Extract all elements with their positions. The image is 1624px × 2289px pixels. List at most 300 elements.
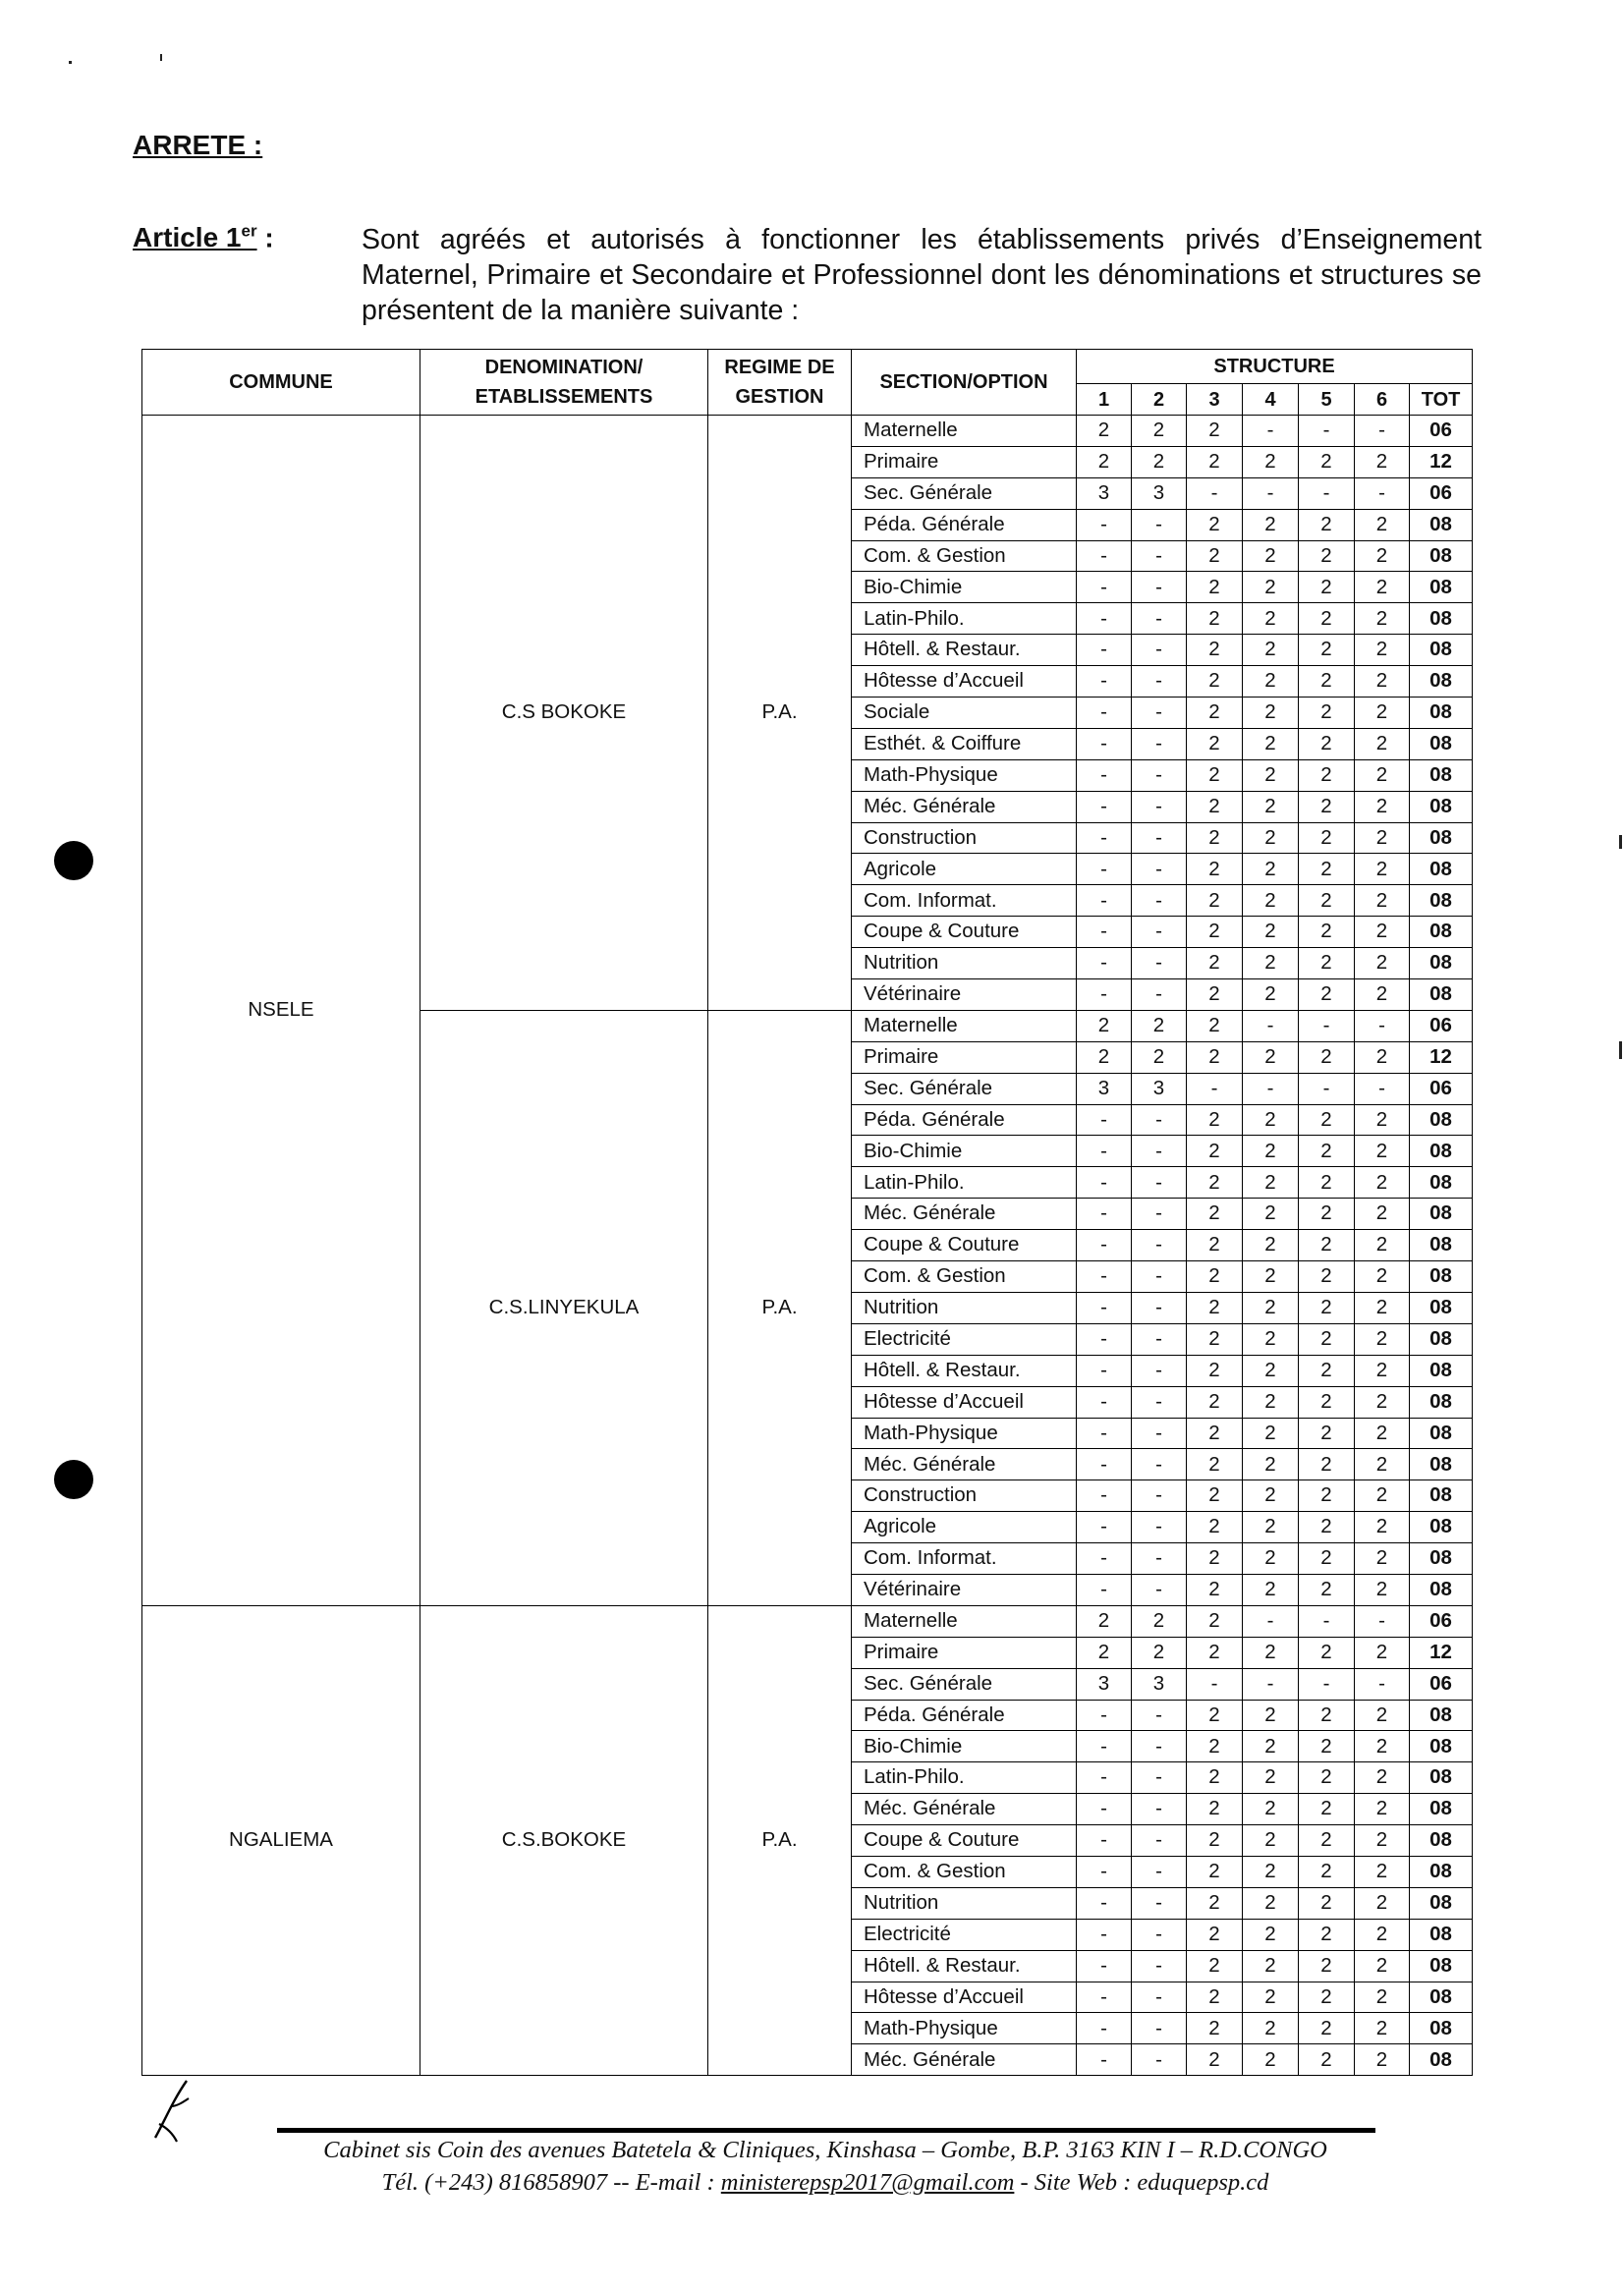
section-cell: Sec. Générale	[852, 1668, 1077, 1700]
col-4-cell: 2	[1243, 948, 1299, 979]
section-cell: Primaire	[852, 446, 1077, 477]
header-col-5: 5	[1299, 384, 1355, 416]
col-4-cell: 2	[1243, 1041, 1299, 1073]
article-number: Article 1er	[133, 222, 257, 253]
col-4-cell: 2	[1243, 1574, 1299, 1605]
col-5-cell: 2	[1299, 1386, 1355, 1418]
col-2-cell: -	[1132, 1512, 1187, 1543]
col-2-cell: -	[1132, 1261, 1187, 1293]
punch-hole	[54, 841, 93, 880]
col-6-cell: 2	[1355, 603, 1410, 635]
section-cell: Péda. Générale	[852, 509, 1077, 540]
col-4-cell: 2	[1243, 1386, 1299, 1418]
col-6-cell: 2	[1355, 666, 1410, 698]
col-3-cell: 2	[1187, 509, 1243, 540]
tot-cell: 06	[1410, 1010, 1473, 1041]
col-4-cell: 2	[1243, 1480, 1299, 1512]
col-2-cell: -	[1132, 509, 1187, 540]
section-cell: Coupe & Couture	[852, 917, 1077, 948]
col-6-cell: 2	[1355, 2044, 1410, 2076]
col-4-cell: 2	[1243, 540, 1299, 572]
col-5-cell: 2	[1299, 1418, 1355, 1449]
col-6-cell: -	[1355, 1668, 1410, 1700]
col-2-cell: -	[1132, 635, 1187, 666]
tot-cell: 08	[1410, 1261, 1473, 1293]
col-6-cell: 2	[1355, 1887, 1410, 1919]
tot-cell: 08	[1410, 822, 1473, 854]
table-row	[142, 416, 1473, 447]
col-5-cell: 2	[1299, 791, 1355, 822]
col-6-cell: 2	[1355, 979, 1410, 1011]
tot-cell: 08	[1410, 1167, 1473, 1199]
col-6-cell: 2	[1355, 1041, 1410, 1073]
col-1-cell: 3	[1077, 1668, 1132, 1700]
col-6-cell: 2	[1355, 1292, 1410, 1323]
section-cell: Math-Physique	[852, 1418, 1077, 1449]
col-6-cell: 2	[1355, 1856, 1410, 1887]
tot-cell: 08	[1410, 885, 1473, 917]
col-3-cell: 2	[1187, 1887, 1243, 1919]
section-cell: Hôtesse d’Accueil	[852, 1982, 1077, 2013]
section-cell: Nutrition	[852, 1887, 1077, 1919]
col-2-cell: -	[1132, 1731, 1187, 1762]
col-5-cell: 2	[1299, 2013, 1355, 2044]
section-cell: Electricité	[852, 1323, 1077, 1355]
col-1-cell: -	[1077, 1543, 1132, 1575]
col-4-cell: 2	[1243, 1136, 1299, 1167]
col-1-cell: 2	[1077, 1010, 1132, 1041]
col-6-cell: 2	[1355, 917, 1410, 948]
tot-cell: 08	[1410, 1825, 1473, 1857]
tot-cell: 08	[1410, 2013, 1473, 2044]
col-2-cell: -	[1132, 1292, 1187, 1323]
col-1-cell: -	[1077, 979, 1132, 1011]
col-5-cell: -	[1299, 1605, 1355, 1637]
header-denomination: DENOMINATION/ ETABLISSEMENTS	[420, 350, 708, 416]
section-cell: Com. & Gestion	[852, 540, 1077, 572]
section-cell: Com. Informat.	[852, 1543, 1077, 1575]
header-col-3: 3	[1187, 384, 1243, 416]
col-3-cell: 2	[1187, 1355, 1243, 1386]
section-cell: Vétérinaire	[852, 979, 1077, 1011]
col-5-cell: 2	[1299, 1199, 1355, 1230]
col-3-cell: 2	[1187, 1136, 1243, 1167]
col-6-cell: 2	[1355, 509, 1410, 540]
col-1-cell: -	[1077, 1950, 1132, 1982]
establishments-table	[141, 349, 1473, 2076]
col-6-cell: -	[1355, 1605, 1410, 1637]
tot-cell: 08	[1410, 1731, 1473, 1762]
header-col-2: 2	[1132, 384, 1187, 416]
col-1-cell: -	[1077, 1449, 1132, 1480]
section-cell: Latin-Philo.	[852, 1167, 1077, 1199]
section-cell: Méc. Générale	[852, 1449, 1077, 1480]
col-1-cell: -	[1077, 759, 1132, 791]
col-3-cell: 2	[1187, 1856, 1243, 1887]
col-4-cell: 2	[1243, 1700, 1299, 1731]
col-2-cell: -	[1132, 1982, 1187, 2013]
col-6-cell: 2	[1355, 728, 1410, 759]
col-5-cell: 2	[1299, 1950, 1355, 1982]
col-5-cell: 2	[1299, 917, 1355, 948]
col-3-cell: 2	[1187, 446, 1243, 477]
col-1-cell: 2	[1077, 1041, 1132, 1073]
col-2-cell: -	[1132, 2044, 1187, 2076]
col-1-cell: -	[1077, 1512, 1132, 1543]
tot-cell: 08	[1410, 1136, 1473, 1167]
col-2-cell: -	[1132, 540, 1187, 572]
col-6-cell: 2	[1355, 759, 1410, 791]
col-1-cell: -	[1077, 2013, 1132, 2044]
col-1-cell: -	[1077, 854, 1132, 885]
col-3-cell: 2	[1187, 1512, 1243, 1543]
footer-contact: Tél. (+243) 816858907 -- E-mail : ministerepsp2017@gmail.com - Site Web : eduquepsp.cd	[381, 2169, 1269, 2196]
col-4-cell: 2	[1243, 1323, 1299, 1355]
col-3-cell: 2	[1187, 1449, 1243, 1480]
col-1-cell: -	[1077, 1700, 1132, 1731]
col-5-cell: 2	[1299, 2044, 1355, 2076]
col-1-cell: -	[1077, 1386, 1132, 1418]
col-6-cell: 2	[1355, 1104, 1410, 1136]
section-cell: Com. & Gestion	[852, 1856, 1077, 1887]
col-5-cell: 2	[1299, 948, 1355, 979]
col-5-cell: 2	[1299, 635, 1355, 666]
tot-cell: 08	[1410, 1323, 1473, 1355]
col-2-cell: -	[1132, 1825, 1187, 1857]
col-3-cell: 2	[1187, 2044, 1243, 2076]
tot-cell: 08	[1410, 1700, 1473, 1731]
col-3-cell: 2	[1187, 1230, 1243, 1261]
col-3-cell: 2	[1187, 1386, 1243, 1418]
col-5-cell: 2	[1299, 1919, 1355, 1950]
col-2-cell: -	[1132, 1449, 1187, 1480]
col-5-cell: 2	[1299, 1323, 1355, 1355]
scan-speck	[69, 61, 72, 64]
col-2-cell: -	[1132, 1856, 1187, 1887]
col-5-cell: 2	[1299, 1700, 1355, 1731]
col-3-cell: 2	[1187, 1543, 1243, 1575]
tot-cell: 08	[1410, 759, 1473, 791]
col-2-cell: -	[1132, 1700, 1187, 1731]
section-cell: Hôtell. & Restaur.	[852, 1950, 1077, 1982]
col-4-cell: 2	[1243, 885, 1299, 917]
col-6-cell: 2	[1355, 1323, 1410, 1355]
col-4-cell: -	[1243, 1605, 1299, 1637]
col-2-cell: -	[1132, 1167, 1187, 1199]
col-4-cell: 2	[1243, 666, 1299, 698]
section-cell: Hôtesse d’Accueil	[852, 1386, 1077, 1418]
col-5-cell: 2	[1299, 1794, 1355, 1825]
section-cell: Primaire	[852, 1041, 1077, 1073]
section-cell: Coupe & Couture	[852, 1230, 1077, 1261]
col-6-cell: 2	[1355, 1794, 1410, 1825]
table-row	[142, 1605, 1473, 1637]
tot-cell: 08	[1410, 1480, 1473, 1512]
tot-cell: 12	[1410, 1637, 1473, 1668]
tot-cell: 06	[1410, 1073, 1473, 1104]
col-3-cell: 2	[1187, 1982, 1243, 2013]
col-5-cell: 2	[1299, 979, 1355, 1011]
commune-cell: NSELE	[142, 416, 420, 1606]
section-cell: Méc. Générale	[852, 1199, 1077, 1230]
col-2-cell: -	[1132, 1950, 1187, 1982]
col-5-cell: 2	[1299, 1762, 1355, 1794]
tot-cell: 08	[1410, 854, 1473, 885]
col-6-cell: 2	[1355, 572, 1410, 603]
col-1-cell: -	[1077, 635, 1132, 666]
section-cell: Nutrition	[852, 1292, 1077, 1323]
col-4-cell: 2	[1243, 759, 1299, 791]
col-3-cell: 2	[1187, 572, 1243, 603]
col-2-cell: -	[1132, 1355, 1187, 1386]
tot-cell: 08	[1410, 1887, 1473, 1919]
col-5-cell: 2	[1299, 1543, 1355, 1575]
col-4-cell: 2	[1243, 822, 1299, 854]
tot-cell: 08	[1410, 572, 1473, 603]
col-6-cell: 2	[1355, 1355, 1410, 1386]
header-col-6: 6	[1355, 384, 1410, 416]
col-1-cell: -	[1077, 1418, 1132, 1449]
col-4-cell: 2	[1243, 1167, 1299, 1199]
col-3-cell: 2	[1187, 854, 1243, 885]
col-6-cell: 2	[1355, 1700, 1410, 1731]
col-2-cell: -	[1132, 1574, 1187, 1605]
tot-cell: 08	[1410, 2044, 1473, 2076]
col-2-cell: -	[1132, 728, 1187, 759]
col-3-cell: 2	[1187, 1762, 1243, 1794]
col-6-cell: 2	[1355, 1418, 1410, 1449]
col-6-cell: 2	[1355, 1261, 1410, 1293]
col-5-cell: 2	[1299, 854, 1355, 885]
col-6-cell: 2	[1355, 1136, 1410, 1167]
section-cell: Agricole	[852, 1512, 1077, 1543]
col-6-cell: -	[1355, 416, 1410, 447]
col-2-cell: 2	[1132, 1637, 1187, 1668]
col-5-cell: 2	[1299, 446, 1355, 477]
section-cell: Bio-Chimie	[852, 1136, 1077, 1167]
col-3-cell: 2	[1187, 1794, 1243, 1825]
col-1-cell: -	[1077, 540, 1132, 572]
col-4-cell: 2	[1243, 2013, 1299, 2044]
col-4-cell: 2	[1243, 854, 1299, 885]
col-1-cell: -	[1077, 791, 1132, 822]
section-cell: Com. Informat.	[852, 885, 1077, 917]
col-1-cell: -	[1077, 1762, 1132, 1794]
header-col-4: 4	[1243, 384, 1299, 416]
col-4-cell: -	[1243, 416, 1299, 447]
col-6-cell: 2	[1355, 854, 1410, 885]
col-1-cell: -	[1077, 2044, 1132, 2076]
col-6-cell: 2	[1355, 1230, 1410, 1261]
col-3-cell: 2	[1187, 540, 1243, 572]
col-1-cell: -	[1077, 509, 1132, 540]
col-1-cell: 3	[1077, 477, 1132, 509]
col-4-cell: 2	[1243, 791, 1299, 822]
col-5-cell: 2	[1299, 1261, 1355, 1293]
col-1-cell: -	[1077, 885, 1132, 917]
col-6-cell: 2	[1355, 1574, 1410, 1605]
tot-cell: 08	[1410, 509, 1473, 540]
col-6-cell: 2	[1355, 1731, 1410, 1762]
col-2-cell: -	[1132, 1104, 1187, 1136]
col-5-cell: 2	[1299, 698, 1355, 729]
col-1-cell: -	[1077, 572, 1132, 603]
col-3-cell: 2	[1187, 1950, 1243, 1982]
col-5-cell: 2	[1299, 1825, 1355, 1857]
col-2-cell: 3	[1132, 477, 1187, 509]
tot-cell: 08	[1410, 666, 1473, 698]
tot-cell: 08	[1410, 948, 1473, 979]
tot-cell: 08	[1410, 1449, 1473, 1480]
section-cell: Math-Physique	[852, 2013, 1077, 2044]
tot-cell: 12	[1410, 1041, 1473, 1073]
scan-speck	[1619, 1041, 1622, 1059]
col-5-cell: 2	[1299, 759, 1355, 791]
col-6-cell: 2	[1355, 2013, 1410, 2044]
col-4-cell: 2	[1243, 603, 1299, 635]
section-cell: Primaire	[852, 1637, 1077, 1668]
section-cell: Latin-Philo.	[852, 1762, 1077, 1794]
section-cell: Math-Physique	[852, 759, 1077, 791]
col-2-cell: -	[1132, 2013, 1187, 2044]
section-cell: Hôtesse d’Accueil	[852, 666, 1077, 698]
col-1-cell: -	[1077, 948, 1132, 979]
col-3-cell: 2	[1187, 1605, 1243, 1637]
col-3-cell: 2	[1187, 1104, 1243, 1136]
col-3-cell: 2	[1187, 2013, 1243, 2044]
col-6-cell: 2	[1355, 1449, 1410, 1480]
col-3-cell: 2	[1187, 791, 1243, 822]
col-2-cell: -	[1132, 948, 1187, 979]
col-2-cell: -	[1132, 698, 1187, 729]
tot-cell: 08	[1410, 1418, 1473, 1449]
col-5-cell: 2	[1299, 1136, 1355, 1167]
col-5-cell: -	[1299, 1668, 1355, 1700]
col-4-cell: 2	[1243, 728, 1299, 759]
tot-cell: 08	[1410, 1104, 1473, 1136]
tot-cell: 06	[1410, 477, 1473, 509]
col-2-cell: -	[1132, 1794, 1187, 1825]
col-4-cell: 2	[1243, 979, 1299, 1011]
tot-cell: 08	[1410, 1856, 1473, 1887]
regime-cell: P.A.	[708, 1605, 852, 2075]
col-5-cell: -	[1299, 1010, 1355, 1041]
col-2-cell: -	[1132, 1543, 1187, 1575]
col-2-cell: 2	[1132, 416, 1187, 447]
col-3-cell: 2	[1187, 728, 1243, 759]
col-2-cell: -	[1132, 1230, 1187, 1261]
col-2-cell: -	[1132, 1480, 1187, 1512]
col-2-cell: -	[1132, 854, 1187, 885]
tot-cell: 08	[1410, 979, 1473, 1011]
col-1-cell: -	[1077, 1731, 1132, 1762]
section-cell: Hôtell. & Restaur.	[852, 635, 1077, 666]
col-1-cell: 2	[1077, 416, 1132, 447]
col-1-cell: -	[1077, 917, 1132, 948]
col-2-cell: -	[1132, 603, 1187, 635]
col-1-cell: 2	[1077, 446, 1132, 477]
col-5-cell: 2	[1299, 1512, 1355, 1543]
col-1-cell: -	[1077, 1919, 1132, 1950]
section-cell: Vétérinaire	[852, 1574, 1077, 1605]
col-6-cell: 2	[1355, 446, 1410, 477]
col-1-cell: 3	[1077, 1073, 1132, 1104]
col-3-cell: 2	[1187, 1700, 1243, 1731]
col-3-cell: 2	[1187, 698, 1243, 729]
col-6-cell: 2	[1355, 1982, 1410, 2013]
col-2-cell: 3	[1132, 1073, 1187, 1104]
col-5-cell: 2	[1299, 822, 1355, 854]
col-6-cell: 2	[1355, 948, 1410, 979]
tot-cell: 08	[1410, 1355, 1473, 1386]
col-2-cell: -	[1132, 885, 1187, 917]
col-2-cell: -	[1132, 1136, 1187, 1167]
col-6-cell: 2	[1355, 540, 1410, 572]
col-5-cell: 2	[1299, 603, 1355, 635]
col-4-cell: 2	[1243, 1982, 1299, 2013]
section-cell: Sec. Générale	[852, 1073, 1077, 1104]
col-2-cell: 2	[1132, 1605, 1187, 1637]
section-cell: Coupe & Couture	[852, 1825, 1077, 1857]
col-4-cell: -	[1243, 1668, 1299, 1700]
col-6-cell: 2	[1355, 1543, 1410, 1575]
col-3-cell: 2	[1187, 1919, 1243, 1950]
col-1-cell: 2	[1077, 1637, 1132, 1668]
tot-cell: 08	[1410, 1292, 1473, 1323]
col-1-cell: -	[1077, 1323, 1132, 1355]
col-4-cell: -	[1243, 1010, 1299, 1041]
col-1-cell: -	[1077, 822, 1132, 854]
heading-arrete: ARRETE :	[133, 130, 263, 160]
scan-speck	[160, 54, 162, 61]
col-1-cell: -	[1077, 1230, 1132, 1261]
col-5-cell: 2	[1299, 1480, 1355, 1512]
section-cell: Esthét. & Coiffure	[852, 728, 1077, 759]
col-4-cell: 2	[1243, 1825, 1299, 1857]
col-1-cell: -	[1077, 1887, 1132, 1919]
col-6-cell: 2	[1355, 1825, 1410, 1857]
col-5-cell: -	[1299, 1073, 1355, 1104]
footer-email: ministerepsp2017@gmail.com	[720, 2169, 1015, 2196]
col-6-cell: -	[1355, 1010, 1410, 1041]
col-5-cell: -	[1299, 416, 1355, 447]
header-regime: REGIME DE GESTION	[708, 350, 852, 416]
regime-cell: P.A.	[708, 1010, 852, 1605]
tot-cell: 08	[1410, 1794, 1473, 1825]
col-3-cell: 2	[1187, 885, 1243, 917]
col-1-cell: -	[1077, 698, 1132, 729]
section-cell: Sec. Générale	[852, 477, 1077, 509]
header-structure: STRUCTURE	[1077, 350, 1473, 384]
col-3-cell: 2	[1187, 603, 1243, 635]
col-5-cell: 2	[1299, 572, 1355, 603]
col-3-cell: 2	[1187, 1167, 1243, 1199]
article-text: Sont agréés et autorisés à fonctionner les établissements privés d’Enseignement Maternel, Primaire et Secondaire et Professionnel dont les dénominations et structures se présentent de la manière suivante :	[362, 224, 1482, 326]
col-2-cell: -	[1132, 822, 1187, 854]
col-5-cell: 2	[1299, 1355, 1355, 1386]
col-1-cell: -	[1077, 1982, 1132, 2013]
col-3-cell: 2	[1187, 1825, 1243, 1857]
section-cell: Méc. Générale	[852, 2044, 1077, 2076]
tot-cell: 08	[1410, 728, 1473, 759]
col-5-cell: 2	[1299, 1887, 1355, 1919]
table-body	[142, 416, 1473, 2076]
tot-cell: 08	[1410, 1512, 1473, 1543]
col-6-cell: 2	[1355, 1480, 1410, 1512]
col-5-cell: 2	[1299, 885, 1355, 917]
col-3-cell: 2	[1187, 1261, 1243, 1293]
col-4-cell: 2	[1243, 1292, 1299, 1323]
